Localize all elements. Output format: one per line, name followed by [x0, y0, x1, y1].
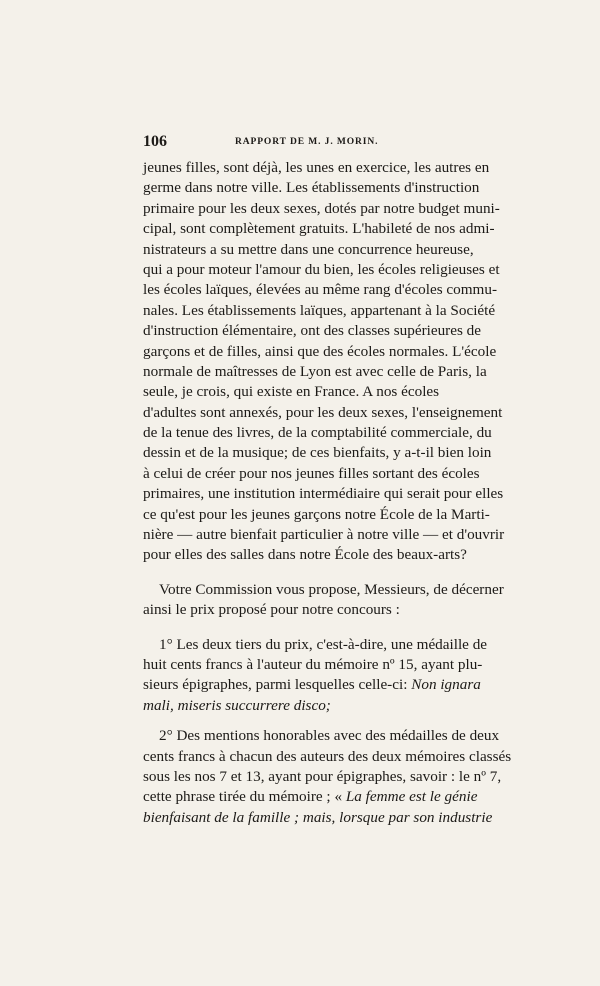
text-line: 1° Les deux tiers du prix, c'est-à-dire, une médaille de — [159, 635, 488, 653]
text-run: cette phrase tirée du mémoire ; « — [143, 788, 343, 806]
epigraph-text: La femme est le génie — [345, 788, 478, 806]
text-run: sieurs épigraphes, parmi lesquelles celle-ci: — [143, 676, 408, 694]
text-line: seule, je crois, qui existe en France. A nos écoles — [143, 383, 440, 401]
paragraph-3 — [143, 635, 516, 717]
paragraph-2 — [143, 580, 516, 621]
text-line: pour elles des salles dans notre École des beaux-arts? — [143, 546, 467, 564]
text-line: garçons et de filles, ainsi que des écoles normales. L'école — [143, 342, 497, 360]
text-line: nistrateurs a su mettre dans une concurrence heureuse, — [143, 240, 474, 258]
epigraph-text: mali, miseris succurrere disco; — [143, 696, 331, 714]
text-line: qui a pour moteur l'amour du bien, les écoles religieuses et — [143, 260, 500, 278]
text-line: d'adultes sont annexés, pour les deux sexes, l'enseignement — [143, 403, 503, 421]
text-line: Votre Commission vous propose, Messieurs, de décerner — [159, 580, 504, 598]
text-line: primaire pour les deux sexes, dotés par notre budget muni- — [143, 199, 500, 217]
text-line: cipal, sont complètement gratuits. L'habileté de nos admi- — [143, 220, 495, 238]
text-line — [143, 675, 516, 695]
paragraph-spacer — [143, 621, 516, 635]
text-line: germe dans notre ville. Les établissements d'instruction — [143, 179, 480, 197]
page-number: 106 — [143, 133, 167, 150]
text-line: nales. Les établissements laïques, appartenant à la Société — [143, 301, 496, 319]
text-line: les écoles laïques, élevées au même rang d'écoles commu- — [143, 281, 498, 299]
text-line: dessin et de la musique; de ces bienfaits, y a-t-il bien loin — [143, 444, 492, 462]
text-line: normale de maîtresses de Lyon est avec celle de Paris, la — [143, 362, 487, 380]
paragraph-spacer — [143, 716, 516, 726]
text-line: à celui de créer pour nos jeunes filles sortant des écoles — [143, 464, 480, 482]
body-text — [143, 158, 516, 828]
text-line: sous les nos 7 et 13, ayant pour épigraphes, savoir : le nº 7, — [143, 767, 502, 785]
text-line: de la tenue des livres, de la comptabilité commerciale, du — [143, 424, 492, 442]
text-line: nière — autre bienfait particulier à notre ville — et d'ouvrir — [143, 526, 505, 544]
paragraph-4 — [143, 726, 516, 828]
running-head: RAPPORT DE M. J. MORIN. — [235, 137, 379, 147]
epigraph-text: Non ignara — [411, 676, 481, 694]
epigraph-text: bienfaisant de la famille ; mais, lorsque par son industrie — [143, 808, 493, 826]
text-line — [143, 787, 516, 807]
text-line: primaires, une institution intermédiaire qui serait pour elles — [143, 485, 504, 503]
paragraph-spacer — [143, 566, 516, 580]
text-line: d'instruction élémentaire, ont des classes supérieures de — [143, 322, 482, 340]
page-header — [143, 133, 516, 153]
text-line: ce qu'est pour les jeunes garçons notre École de la Marti- — [143, 505, 490, 523]
text-line: ainsi le prix proposé pour notre concours : — [143, 601, 400, 619]
text-line: jeunes filles, sont déjà, les unes en exercice, les autres en — [143, 159, 490, 176]
text-line: 2° Des mentions honorables avec des médailles de deux — [159, 727, 500, 745]
paragraph-1 — [143, 158, 516, 566]
text-line: cents francs à chacun des auteurs des deux mémoires classés — [143, 747, 512, 765]
text-line: huit cents francs à l'auteur du mémoire nº 15, ayant plu- — [143, 655, 483, 673]
